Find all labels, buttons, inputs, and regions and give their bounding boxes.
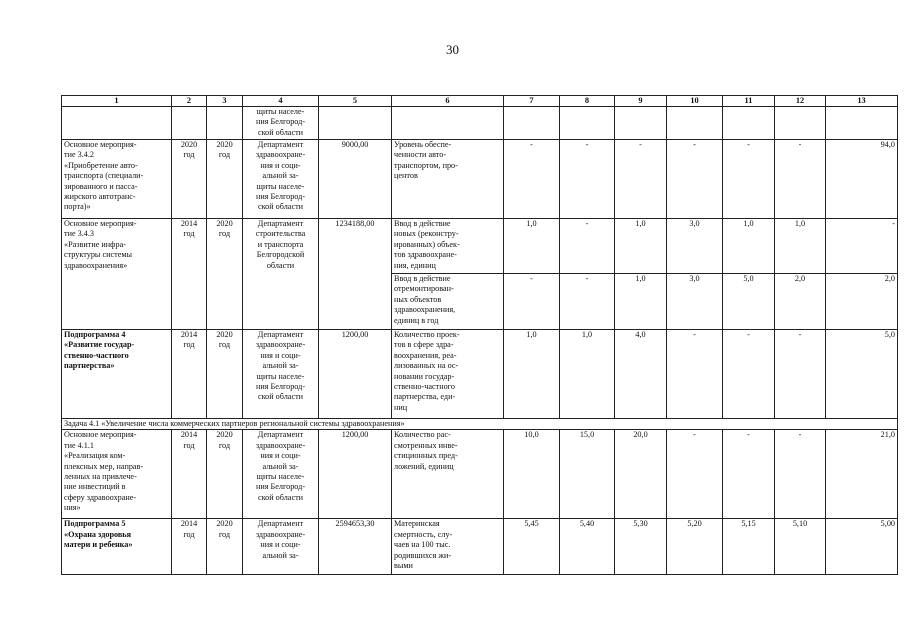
value-cell: 1,0 — [560, 330, 615, 419]
responsible-cell: Департамент здравоохране- ния и соци- альной за- щиты населе- ния Белгород- ской области — [243, 330, 319, 419]
value-cell: 3,0 — [667, 274, 723, 330]
responsible-cell: Департамент здравоохране- ния и соци- альной за- щиты населе- ния Белгород- ской области — [243, 140, 319, 219]
header-cell: 7 — [504, 96, 560, 107]
value-cell: - — [667, 140, 723, 219]
value-cell: 1,0 — [504, 219, 560, 274]
funding-cell: 1234188,00 — [319, 219, 392, 330]
value-cell: 21,0 — [826, 430, 898, 519]
page-number: 30 — [446, 42, 459, 57]
task-row — [62, 419, 898, 430]
header-cell: 11 — [723, 96, 775, 107]
table-row — [62, 330, 898, 419]
value-cell: - — [504, 274, 560, 330]
start-year-cell: 2014 год — [172, 430, 207, 519]
value-cell: 5,40 — [560, 519, 615, 575]
responsible-cell: щиты населе- ния Белгород- ской области — [243, 107, 319, 140]
indicator-cell: Ввод в действие новых (реконстру- ированных) объек- тов здравоохране- ния, единиц — [392, 219, 504, 274]
value-cell: 5,10 — [775, 519, 826, 575]
value-cell: - — [826, 219, 898, 274]
value-cell: 5,45 — [504, 519, 560, 575]
responsible-cell: Департамент здравоохране- ния и соци- альной за- — [243, 519, 319, 575]
funding-cell: 2594653,30 — [319, 519, 392, 575]
header-cell: 6 — [392, 96, 504, 107]
table-row — [62, 430, 898, 519]
header-cell: 5 — [319, 96, 392, 107]
subprogram-cell: Подпрограмма 4 «Развитие государ- ственно-частного партнерства» — [62, 330, 172, 419]
indicator-cell: Количество проек- тов в сфере здра- воохранения, реа- лизованных на ос- новании государ- ственно-частного партнерства, еди- ниц — [392, 330, 504, 419]
value-cell: 5,20 — [667, 519, 723, 575]
end-year-cell: 2020 год — [207, 330, 243, 419]
value-cell: 1,0 — [615, 219, 667, 274]
value-cell: 2,0 — [826, 274, 898, 330]
header-cell: 13 — [826, 96, 898, 107]
end-year-cell: 2020 год — [207, 140, 243, 219]
header-cell: 1 — [62, 96, 172, 107]
start-year-cell: 2014 год — [172, 330, 207, 419]
subprogram-cell: Подпрограмма 5 «Охрана здоровья матери и ребенка» — [62, 519, 172, 575]
start-year-cell: 2020 год — [172, 140, 207, 219]
header-cell: 3 — [207, 96, 243, 107]
start-year-cell: 2014 год — [172, 219, 207, 330]
value-cell: - — [560, 140, 615, 219]
indicator-cell: Материнская смертность, слу- чаев на 100 тыс. родившихся жи- выми — [392, 519, 504, 575]
table-row — [62, 107, 898, 140]
value-cell: 20,0 — [615, 430, 667, 519]
value-cell: - — [504, 140, 560, 219]
value-cell: 1,0 — [615, 274, 667, 330]
table-row — [62, 519, 898, 575]
value-cell: 1,0 — [775, 219, 826, 274]
start-year-cell: 2014 год — [172, 519, 207, 575]
end-year-cell: 2020 год — [207, 219, 243, 330]
header-cell: 8 — [560, 96, 615, 107]
value-cell: - — [667, 330, 723, 419]
value-cell: 15,0 — [560, 430, 615, 519]
value-cell: 5,15 — [723, 519, 775, 575]
value-cell: 1,0 — [504, 330, 560, 419]
header-cell: 9 — [615, 96, 667, 107]
value-cell: 10,0 — [504, 430, 560, 519]
table-row — [62, 140, 898, 219]
header-row — [62, 96, 898, 107]
responsible-cell: Департамент здравоохране- ния и соци- альной за- щиты населе- ния Белгород- ской области — [243, 430, 319, 519]
value-cell: - — [667, 430, 723, 519]
funding-cell: 1200,00 — [319, 430, 392, 519]
value-cell: 1,0 — [723, 219, 775, 274]
activity-cell: Основное мероприя- тие 3.4.2 «Приобретение авто- транспорта (специали- зированного и пасса- жирского автотранс- порта)» — [62, 140, 172, 219]
value-cell: 5,0 — [826, 330, 898, 419]
funding-cell: 9000,00 — [319, 140, 392, 219]
value-cell: - — [560, 274, 615, 330]
end-year-cell: 2020 год — [207, 430, 243, 519]
header-cell: 2 — [172, 96, 207, 107]
indicator-cell: Ввод в действие отремонтирован- ных объектов здравоохранения, единиц в год — [392, 274, 504, 330]
value-cell: 2,0 — [775, 274, 826, 330]
value-cell: 5,30 — [615, 519, 667, 575]
header-cell: 4 — [243, 96, 319, 107]
task-title: Задача 4.1 «Увеличение числа коммерческих партнеров региональной системы здравоохранения» — [62, 419, 898, 430]
value-cell: 94,0 — [826, 140, 898, 219]
value-cell: - — [723, 330, 775, 419]
value-cell: - — [723, 140, 775, 219]
end-year-cell: 2020 год — [207, 519, 243, 575]
indicators-table — [61, 95, 898, 575]
activity-cell: Основное мероприя- тие 3.4.3 «Развитие инфра- структуры системы здравоохранения» — [62, 219, 172, 330]
value-cell: - — [775, 330, 826, 419]
value-cell: - — [775, 140, 826, 219]
indicator-cell: Уровень обеспе- ченности авто- транспортом, про- центов — [392, 140, 504, 219]
indicator-cell: Количество рас- смотренных инве- стиционных пред- ложений, единиц — [392, 430, 504, 519]
funding-cell: 1200,00 — [319, 330, 392, 419]
responsible-cell: Департамент строительства и транспорта Белгородской области — [243, 219, 319, 330]
activity-cell: Основное мероприя- тие 4.1.1 «Реализация ком- плексных мер, направ- ленных на привлече- ние инвестиций в сферу здравоохране- ния» — [62, 430, 172, 519]
value-cell: 3,0 — [667, 219, 723, 274]
header-cell: 12 — [775, 96, 826, 107]
value-cell: - — [775, 430, 826, 519]
value-cell: - — [723, 430, 775, 519]
value-cell: 5,00 — [826, 519, 898, 575]
value-cell: 4,0 — [615, 330, 667, 419]
header-cell: 10 — [667, 96, 723, 107]
value-cell: - — [560, 219, 615, 274]
table-row — [62, 219, 898, 274]
value-cell: - — [615, 140, 667, 219]
value-cell: 5,0 — [723, 274, 775, 330]
